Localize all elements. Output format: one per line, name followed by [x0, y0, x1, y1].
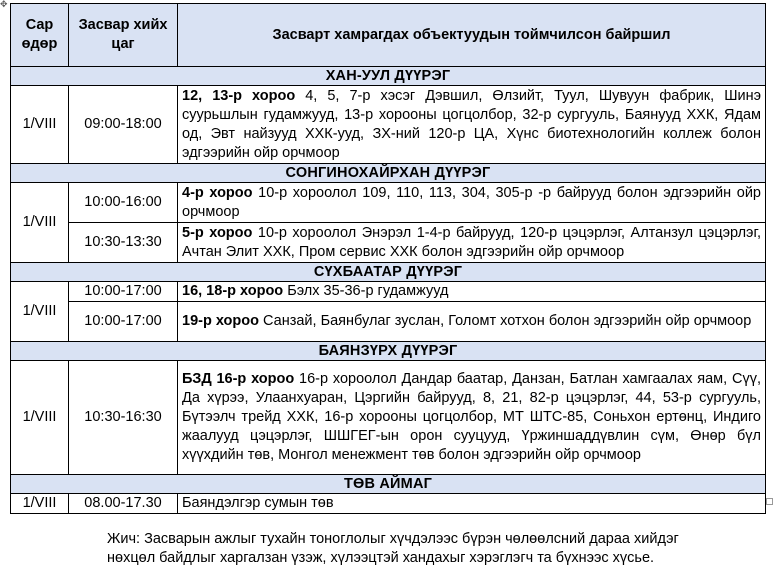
- district-title: СОНГИНОХАЙРХАН ДҮҮРЭГ: [11, 164, 766, 183]
- location-text: 10-р хороолол Энэрэл 1-4-р байрууд, 120-р цэцэрлэг, Алтанзул цэцэрлэг, Ачтан Элит ХХК, Пром сервис ХХК болон эдгээрийн ойр орчмоор: [182, 224, 761, 260]
- district-row-sukhbaatar: [11, 263, 766, 282]
- district-title: ТӨВ АЙМАГ: [11, 475, 766, 494]
- table-row: [11, 86, 766, 164]
- date-cell: 1/VIII: [11, 86, 69, 164]
- time-cell: 10:00-17:00: [69, 282, 178, 302]
- district-title: ХАН-УУЛ ДҮҮРЭГ: [11, 67, 766, 86]
- time-cell: 10:00-17:00: [69, 302, 178, 342]
- table-move-handle-icon[interactable]: ✥: [0, 0, 8, 9]
- district-row-songinokhairkhan: [11, 164, 766, 183]
- time-cell: 10:30-13:30: [69, 223, 178, 263]
- khoroo-label: 4-р хороо: [182, 184, 253, 201]
- table-row: [11, 494, 766, 514]
- district-title: СҮХБААТАР ДҮҮРЭГ: [11, 263, 766, 282]
- location-cell: [178, 223, 766, 263]
- table-row: [11, 302, 766, 342]
- time-cell: 09:00-18:00: [69, 86, 178, 164]
- table-resize-handle[interactable]: [766, 498, 773, 505]
- table-header-row: [11, 4, 766, 67]
- location-text: Бэлх 35-36-р гудамжууд: [283, 283, 449, 299]
- time-cell: 10:30-16:30: [69, 361, 178, 475]
- khoroo-label: 5-р хороо: [182, 224, 253, 241]
- table-row: [11, 183, 766, 223]
- location-cell: [178, 361, 766, 475]
- footnote: Жич: Засварын ажлыг тухайн тоноглолыг хүчдэлээс бүрэн чөлөөлсний дараа хийдэг нөхцөл байдлыг харгалзан үзэж, хүлээцтэй хандахыг хэрэглэгч та бүхнээс хүсье.: [107, 531, 679, 566]
- location-cell: [178, 494, 766, 514]
- time-cell: 10:00-16:00: [69, 183, 178, 223]
- header-location: Засварт хамрагдах объектуудын тоймчилсон байршил: [178, 4, 766, 67]
- khoroo-label: БЗД 16-р хороо: [182, 371, 295, 387]
- outage-schedule-table: [10, 3, 766, 514]
- district-row-tuv-aimag: [11, 475, 766, 494]
- date-cell: 1/VIII: [11, 183, 69, 263]
- date-cell: 1/VIII: [11, 282, 69, 342]
- table-row: [11, 282, 766, 302]
- location-text: 10-р хороолол 109, 110, 113, 304, 305-р -р байрууд болон эдгээрийн ойр орчмоор: [182, 184, 761, 220]
- location-text: Санзай, Баянбулаг зуслан, Голомт хотхон болон эдгээрийн ойр орчмоор: [258, 313, 752, 329]
- date-cell: 1/VIII: [11, 361, 69, 475]
- time-cell: 08.00-17.30: [69, 494, 178, 514]
- district-title: БАЯНЗҮРХ ДҮҮРЭГ: [11, 342, 766, 361]
- location-cell: [178, 183, 766, 223]
- location-cell: [178, 86, 766, 164]
- khoroo-label: 12, 13-р хороо: [182, 87, 296, 104]
- location-text: Баяндэлгэр сумын төв: [182, 495, 334, 511]
- district-row-bayanzurkh: [11, 342, 766, 361]
- date-cell: 1/VIII: [11, 494, 69, 514]
- header-time: Засвар хийх цаг: [69, 4, 178, 67]
- location-text: 4, 5, 7-р хэсэг Дэвшил, Өлзийт, Туул, Шувуун фабрик, Шинэ суурьшлын гудамжууд, 13-р хорооны цогцолбор, 32-р сургууль, Баянууд ХХК, Ядам од, Эвт найзууд ХХК-ууд, ЗХ-ний 120-р ЦА, Хүнс биотехнологийн коллеж болон эдгээрийн ойр орчмоор: [182, 87, 761, 161]
- khoroo-label: 16, 18-р хороо: [182, 283, 284, 299]
- header-date: Сар өдөр: [11, 4, 69, 67]
- location-text: 16-р хороолол Дандар баатар, Данзан, Батлан хамгаалах яам, Сүү, Да хүрээ, Улаанхуаран, Цэргийн байрууд, 8, 21, 82-р цэцэрлэг, 44, 53-р сургууль, Бүтээлч трейд ХХК, 16-р хорооны цогцолбор, МТ ШТС-85, Соньхон ертөнц, Индиго жаалууд цэцэрлэг, ШШГЕГ-ын орон сууцууд, Үржиншаддүвлин сүм, Өнөр бүл хүүхдийн төв, Монгол менежмент төв болон эдгээрийн ойр орчмоор: [182, 371, 761, 463]
- khoroo-label: 19-р хороо: [182, 313, 259, 329]
- location-cell: [178, 282, 766, 302]
- location-cell: [178, 302, 766, 342]
- district-row-khan-uul: [11, 67, 766, 86]
- table-row: [11, 361, 766, 475]
- table-row: [11, 223, 766, 263]
